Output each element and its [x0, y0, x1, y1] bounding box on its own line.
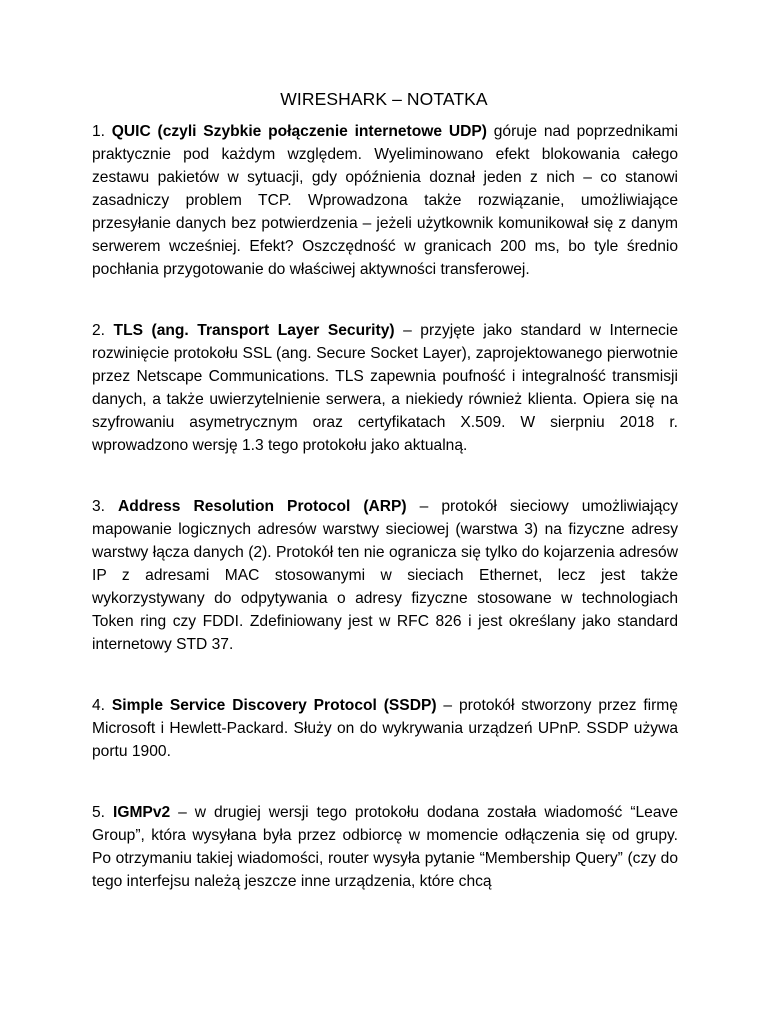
paragraph-tls [92, 319, 678, 457]
paragraph-number: 5. [92, 804, 106, 821]
paragraph-quic [92, 120, 678, 281]
paragraph-term: QUIC (czyli Szybkie połączenie internetowe UDP) [111, 123, 487, 140]
paragraph-igmpv2 [92, 801, 678, 893]
paragraph-text: – protokół stworzony przez firmę Microsoft i Hewlett-Packard. Służy on do wykrywania urządzeń UPnP. SSDP używa portu 1900. [92, 697, 678, 760]
paragraph-term: TLS (ang. Transport Layer Security) [113, 322, 395, 339]
paragraph-text: – protokół sieciowy umożliwiający mapowanie logicznych adresów warstwy sieciowej (warstwa 3) na fizyczne adresy warstwy łącza danych (2). Protokół ten nie ogranicza się tylko do kojarzenia adresów IP z adresami MAC stosowanymi w sieciach Ethernet, lecz jest także wykorzystywany do odpytywania o adresy fizyczne stosowane w technologiach Token ring czy FDDI. Zdefiniowany jest w RFC 826 i jest określany jako standard internetowy STD 37. [92, 498, 679, 653]
paragraph-term: Address Resolution Protocol (ARP) [118, 498, 407, 515]
paragraph-number: 1. [92, 123, 106, 140]
paragraph-term: Simple Service Discovery Protocol (SSDP) [111, 697, 437, 714]
paragraph-number: 2. [92, 322, 106, 339]
paragraph-text: góruje nad poprzednikami praktycznie pod każdym względem. Wyeliminowano efekt blokowania całego zestawu pakietów w sytuacji, gdy opóźnienia doznał jeden z nich – co stanowi zasadniczy problem TCP. Wprowadzona także rozwiązanie, umożliwiające przesyłanie danych bez potwierdzenia – jeżeli użytkownik komunikował się z danym serwerem wcześniej. Efekt? Oszczędność w granicach 200 ms, bo tyle średnio pochłania przygotowanie do właściwej aktywności transferowej. [92, 123, 678, 278]
paragraph-number: 3. [92, 498, 106, 515]
paragraph-term: IGMPv2 [112, 804, 171, 821]
paragraph-arp [92, 495, 678, 656]
document-title: WIRESHARK – NOTATKA [280, 89, 488, 109]
paragraph-number: 4. [92, 697, 106, 714]
document-body [92, 120, 678, 893]
paragraph-text: – w drugiej wersji tego protokołu dodana została wiadomość “Leave Group”, która wysyłana była przez odbiorcę w momencie odłączenia się od grupy. Po otrzymaniu takiej wiadomości, router wysyła pytanie “Membership Query” (czy do tego interfejsu należą jeszcze inne urządzenia, które chcą [92, 804, 678, 890]
paragraph-text: – przyjęte jako standard w Internecie rozwinięcie protokołu SSL (ang. Secure Socket Layer), zaprojektowanego pierwotnie przez Netscape Communications. TLS zapewnia poufność i integralność transmisji danych, a także uwierzytelnienie serwera, a niekiedy również klienta. Opiera się na szyfrowaniu asymetrycznym oraz certyfikatach X.509. W sierpniu 2018 r. wprowadzono wersję 1.3 tego protokołu jako aktualną. [92, 322, 678, 454]
paragraph-ssdp [92, 694, 678, 763]
